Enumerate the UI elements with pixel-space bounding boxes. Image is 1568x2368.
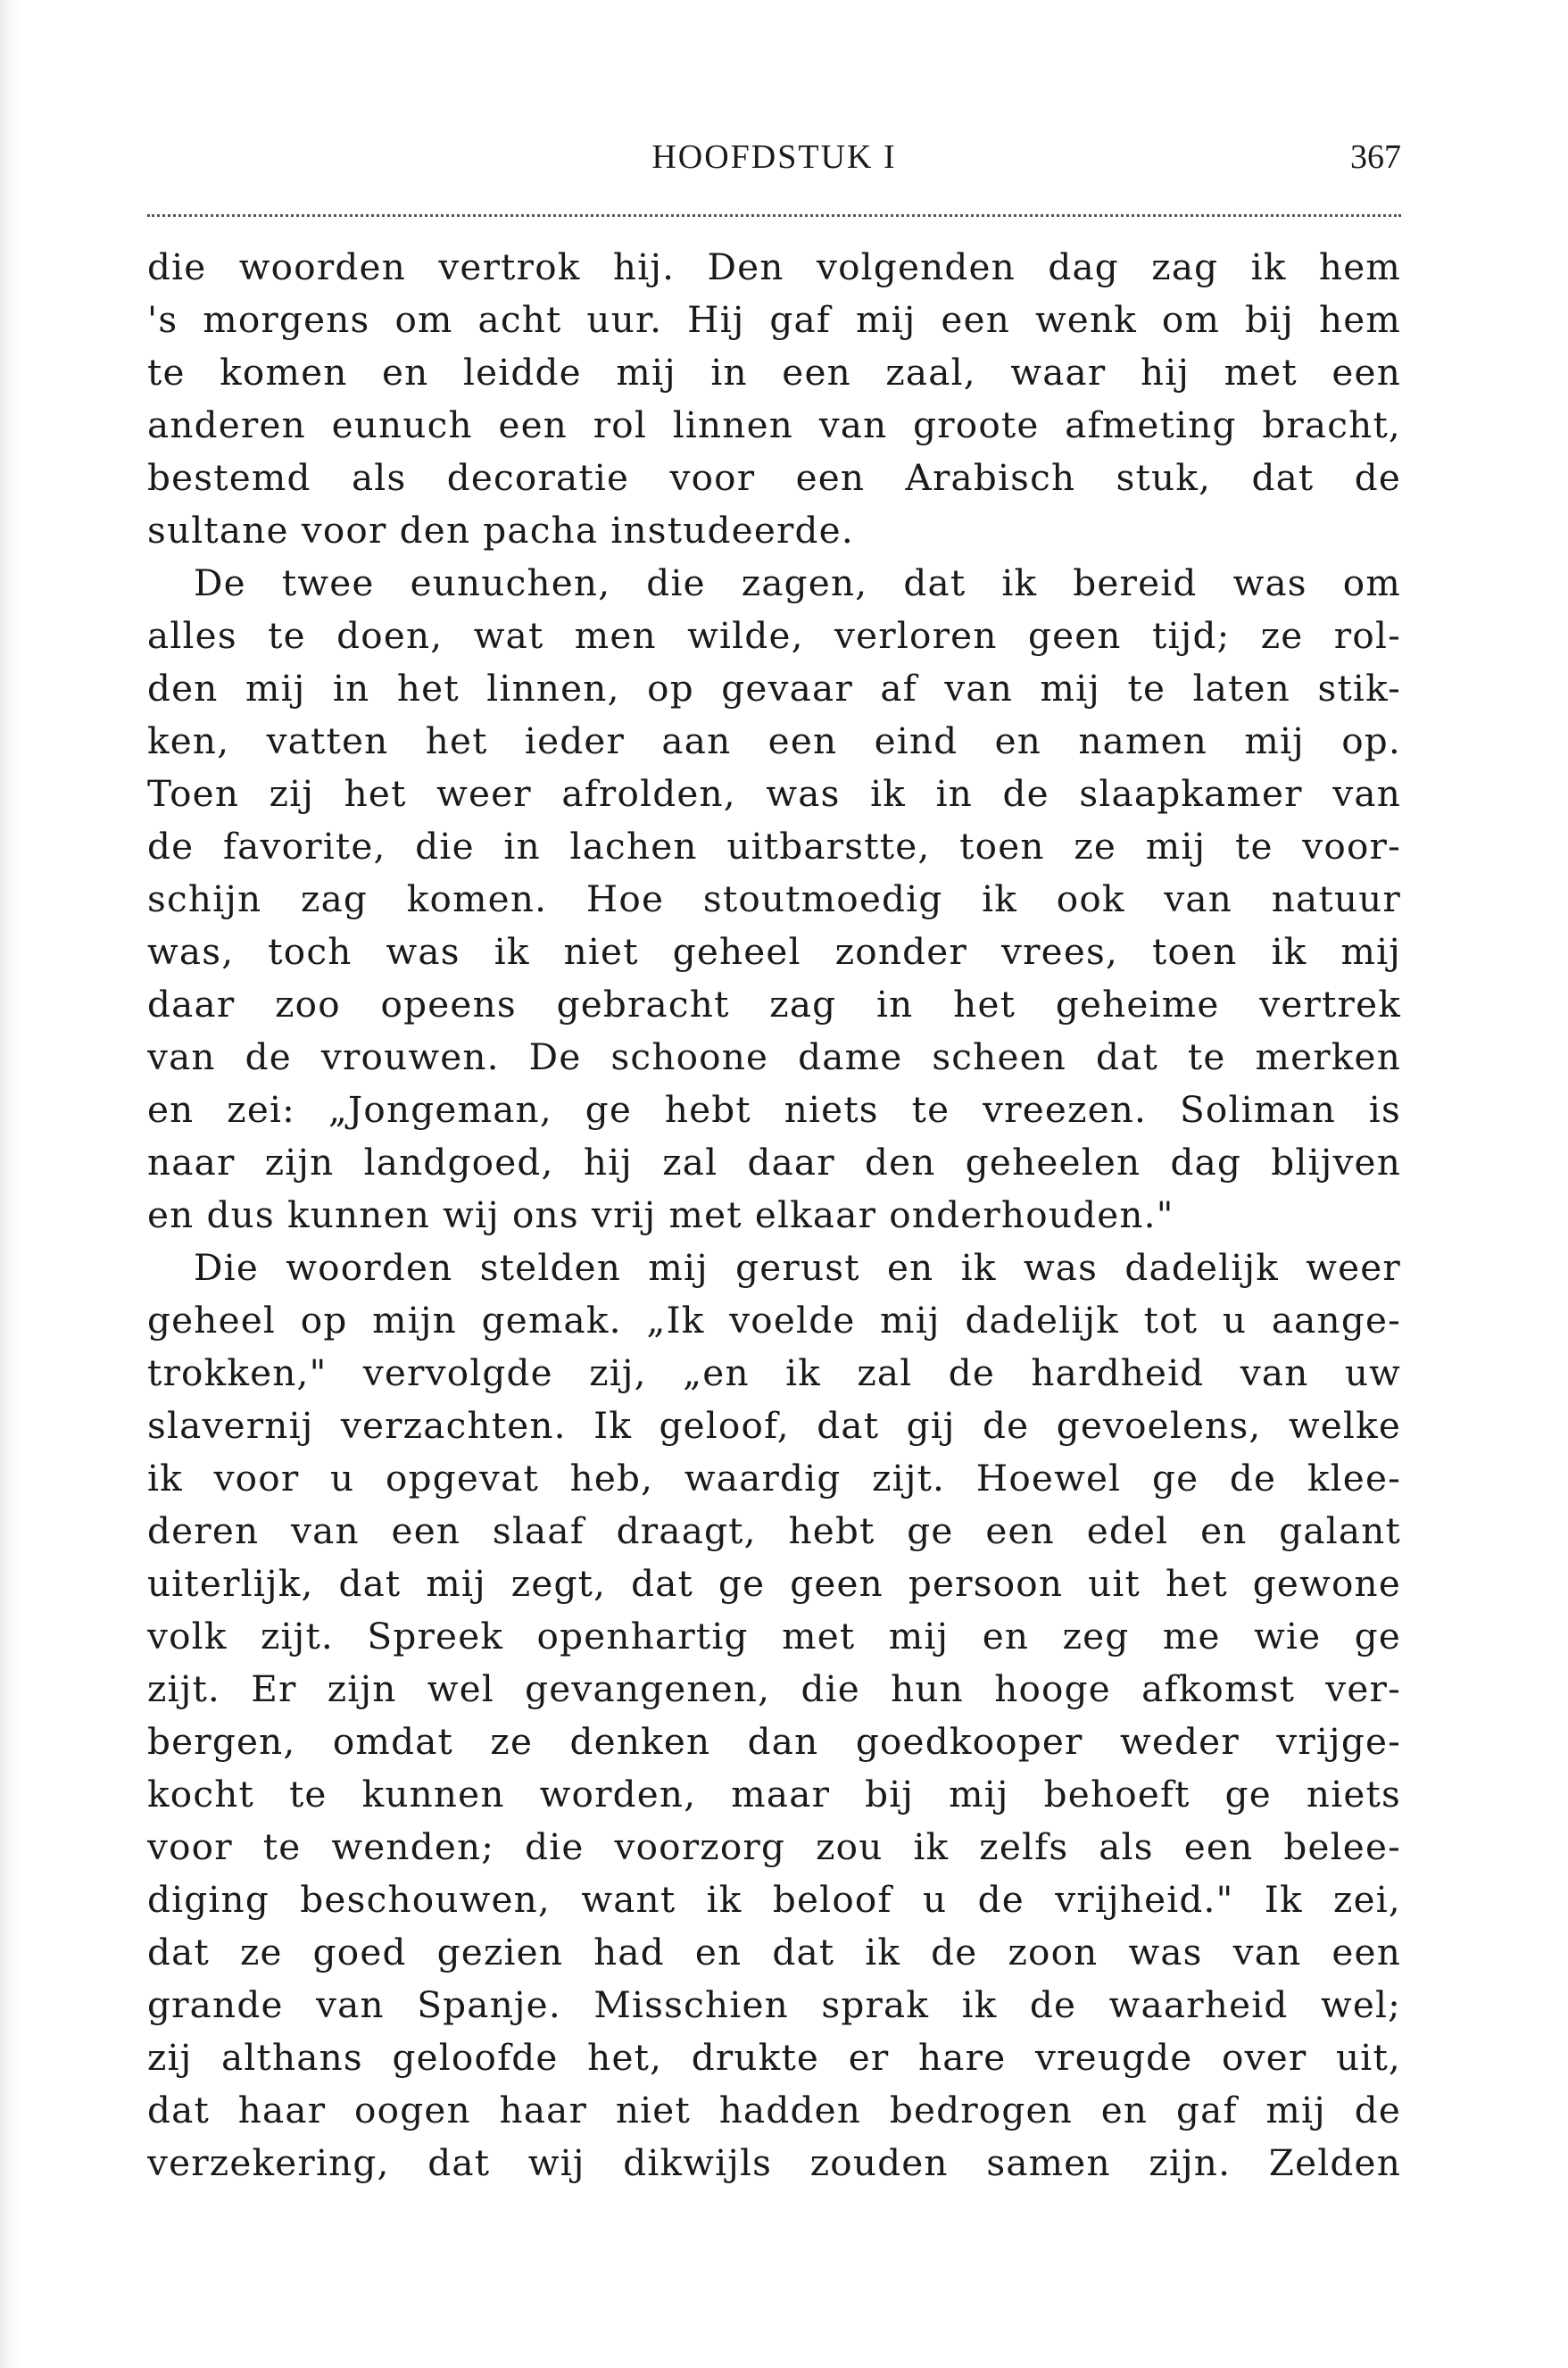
- text-line: trokken," vervolgde zij, „en ik zal de hardheid van uw: [147, 1351, 1401, 1394]
- text-line: voor te wenden; die voorzorg zou ik zelfs als een belee-: [147, 1825, 1401, 1868]
- text-line: geheel op mijn gemak. „Ik voelde mij dadelijk tot u aange-: [147, 1299, 1401, 1342]
- text-line: de favorite, die in lachen uitbarstte, toen ze mij te voor-: [147, 825, 1401, 868]
- text-line: van de vrouwen. De schoone dame scheen dat te merken: [147, 1035, 1401, 1078]
- text-line: Die woorden stelden mij gerust en ik was dadelijk weer: [194, 1246, 1401, 1289]
- text-line: dat ze goed gezien had en dat ik de zoon was van een: [147, 1931, 1401, 1973]
- text-line: te komen en leidde mij in een zaal, waar hij met een: [147, 351, 1401, 394]
- text-line: en zei: „Jongeman, ge hebt niets te vreezen. Soliman is: [147, 1088, 1401, 1131]
- running-head: [147, 134, 1401, 191]
- text-line: alles te doen, wat men wilde, verloren geen tijd; ze rol-: [147, 614, 1401, 657]
- text-line: naar zijn landgoed, hij zal daar den geheelen dag blijven: [147, 1141, 1401, 1184]
- text-line: daar zoo opeens gebracht zag in het geheime vertrek: [147, 983, 1401, 1026]
- text-line: uiterlijk, dat mij zegt, dat ge geen persoon uit het gewone: [147, 1562, 1401, 1605]
- text-line: De twee eunuchen, die zagen, dat ik bereid was om: [194, 561, 1401, 604]
- text-line: kocht te kunnen worden, maar bij mij behoeft ge niets: [147, 1773, 1401, 1815]
- text-line: en dus kunnen wij ons vrij met elkaar onderhouden.": [147, 1193, 1174, 1236]
- text-line: verzekering, dat wij dikwijls zouden samen zijn. Zelden: [147, 2141, 1401, 2184]
- page-number: 367: [1350, 138, 1401, 176]
- scan-edge: [0, 0, 20, 2368]
- text-line: sultane voor den pacha instudeerde.: [147, 509, 854, 552]
- chapter-title: HOOFDSTUK I: [651, 138, 897, 176]
- text-line: ken, vatten het ieder aan een eind en namen mij op.: [147, 719, 1401, 762]
- text-line: slavernij verzachten. Ik geloof, dat gij de gevoelens, welke: [147, 1404, 1401, 1447]
- text-line: die woorden vertrok hij. Den volgenden dag zag ik hem: [147, 245, 1401, 288]
- text-line: volk zijt. Spreek openhartig met mij en zeg me wie ge: [147, 1615, 1401, 1658]
- book-page: [147, 134, 1401, 2184]
- text-line: bergen, omdat ze denken dan goedkooper weder vrijge-: [147, 1720, 1401, 1763]
- text-line: was, toch was ik niet geheel zonder vrees, toen ik mij: [147, 930, 1401, 973]
- text-line: bestemd als decoratie voor een Arabisch stuk, dat de: [147, 456, 1401, 499]
- text-line: zij althans geloofde het, drukte er hare vreugde over uit,: [147, 2036, 1401, 2079]
- text-line: dat haar oogen haar niet hadden bedrogen en gaf mij de: [147, 2089, 1401, 2131]
- header-divider: [147, 214, 1401, 217]
- text-line: den mij in het linnen, op gevaar af van mij te laten stik-: [147, 667, 1401, 710]
- text-line: 's morgens om acht uur. Hij gaf mij een wenk om bij hem: [147, 298, 1401, 341]
- text-line: Toen zij het weer afrolden, was ik in de slaapkamer van: [147, 772, 1401, 815]
- text-line: deren van een slaaf draagt, hebt ge een edel en galant: [147, 1509, 1401, 1552]
- body-text: [147, 241, 1401, 2189]
- text-line: grande van Spanje. Misschien sprak ik de waarheid wel;: [147, 1983, 1401, 2026]
- text-line: zijt. Er zijn wel gevangenen, die hun hooge afkomst ver-: [147, 1667, 1401, 1710]
- text-line: schijn zag komen. Hoe stoutmoedig ik ook van natuur: [147, 877, 1401, 920]
- text-line: diging beschouwen, want ik beloof u de vrijheid." Ik zei,: [147, 1878, 1401, 1921]
- text-line: ik voor u opgevat heb, waardig zijt. Hoewel ge de klee-: [147, 1457, 1401, 1500]
- text-line: anderen eunuch een rol linnen van groote afmeting bracht,: [147, 403, 1401, 446]
